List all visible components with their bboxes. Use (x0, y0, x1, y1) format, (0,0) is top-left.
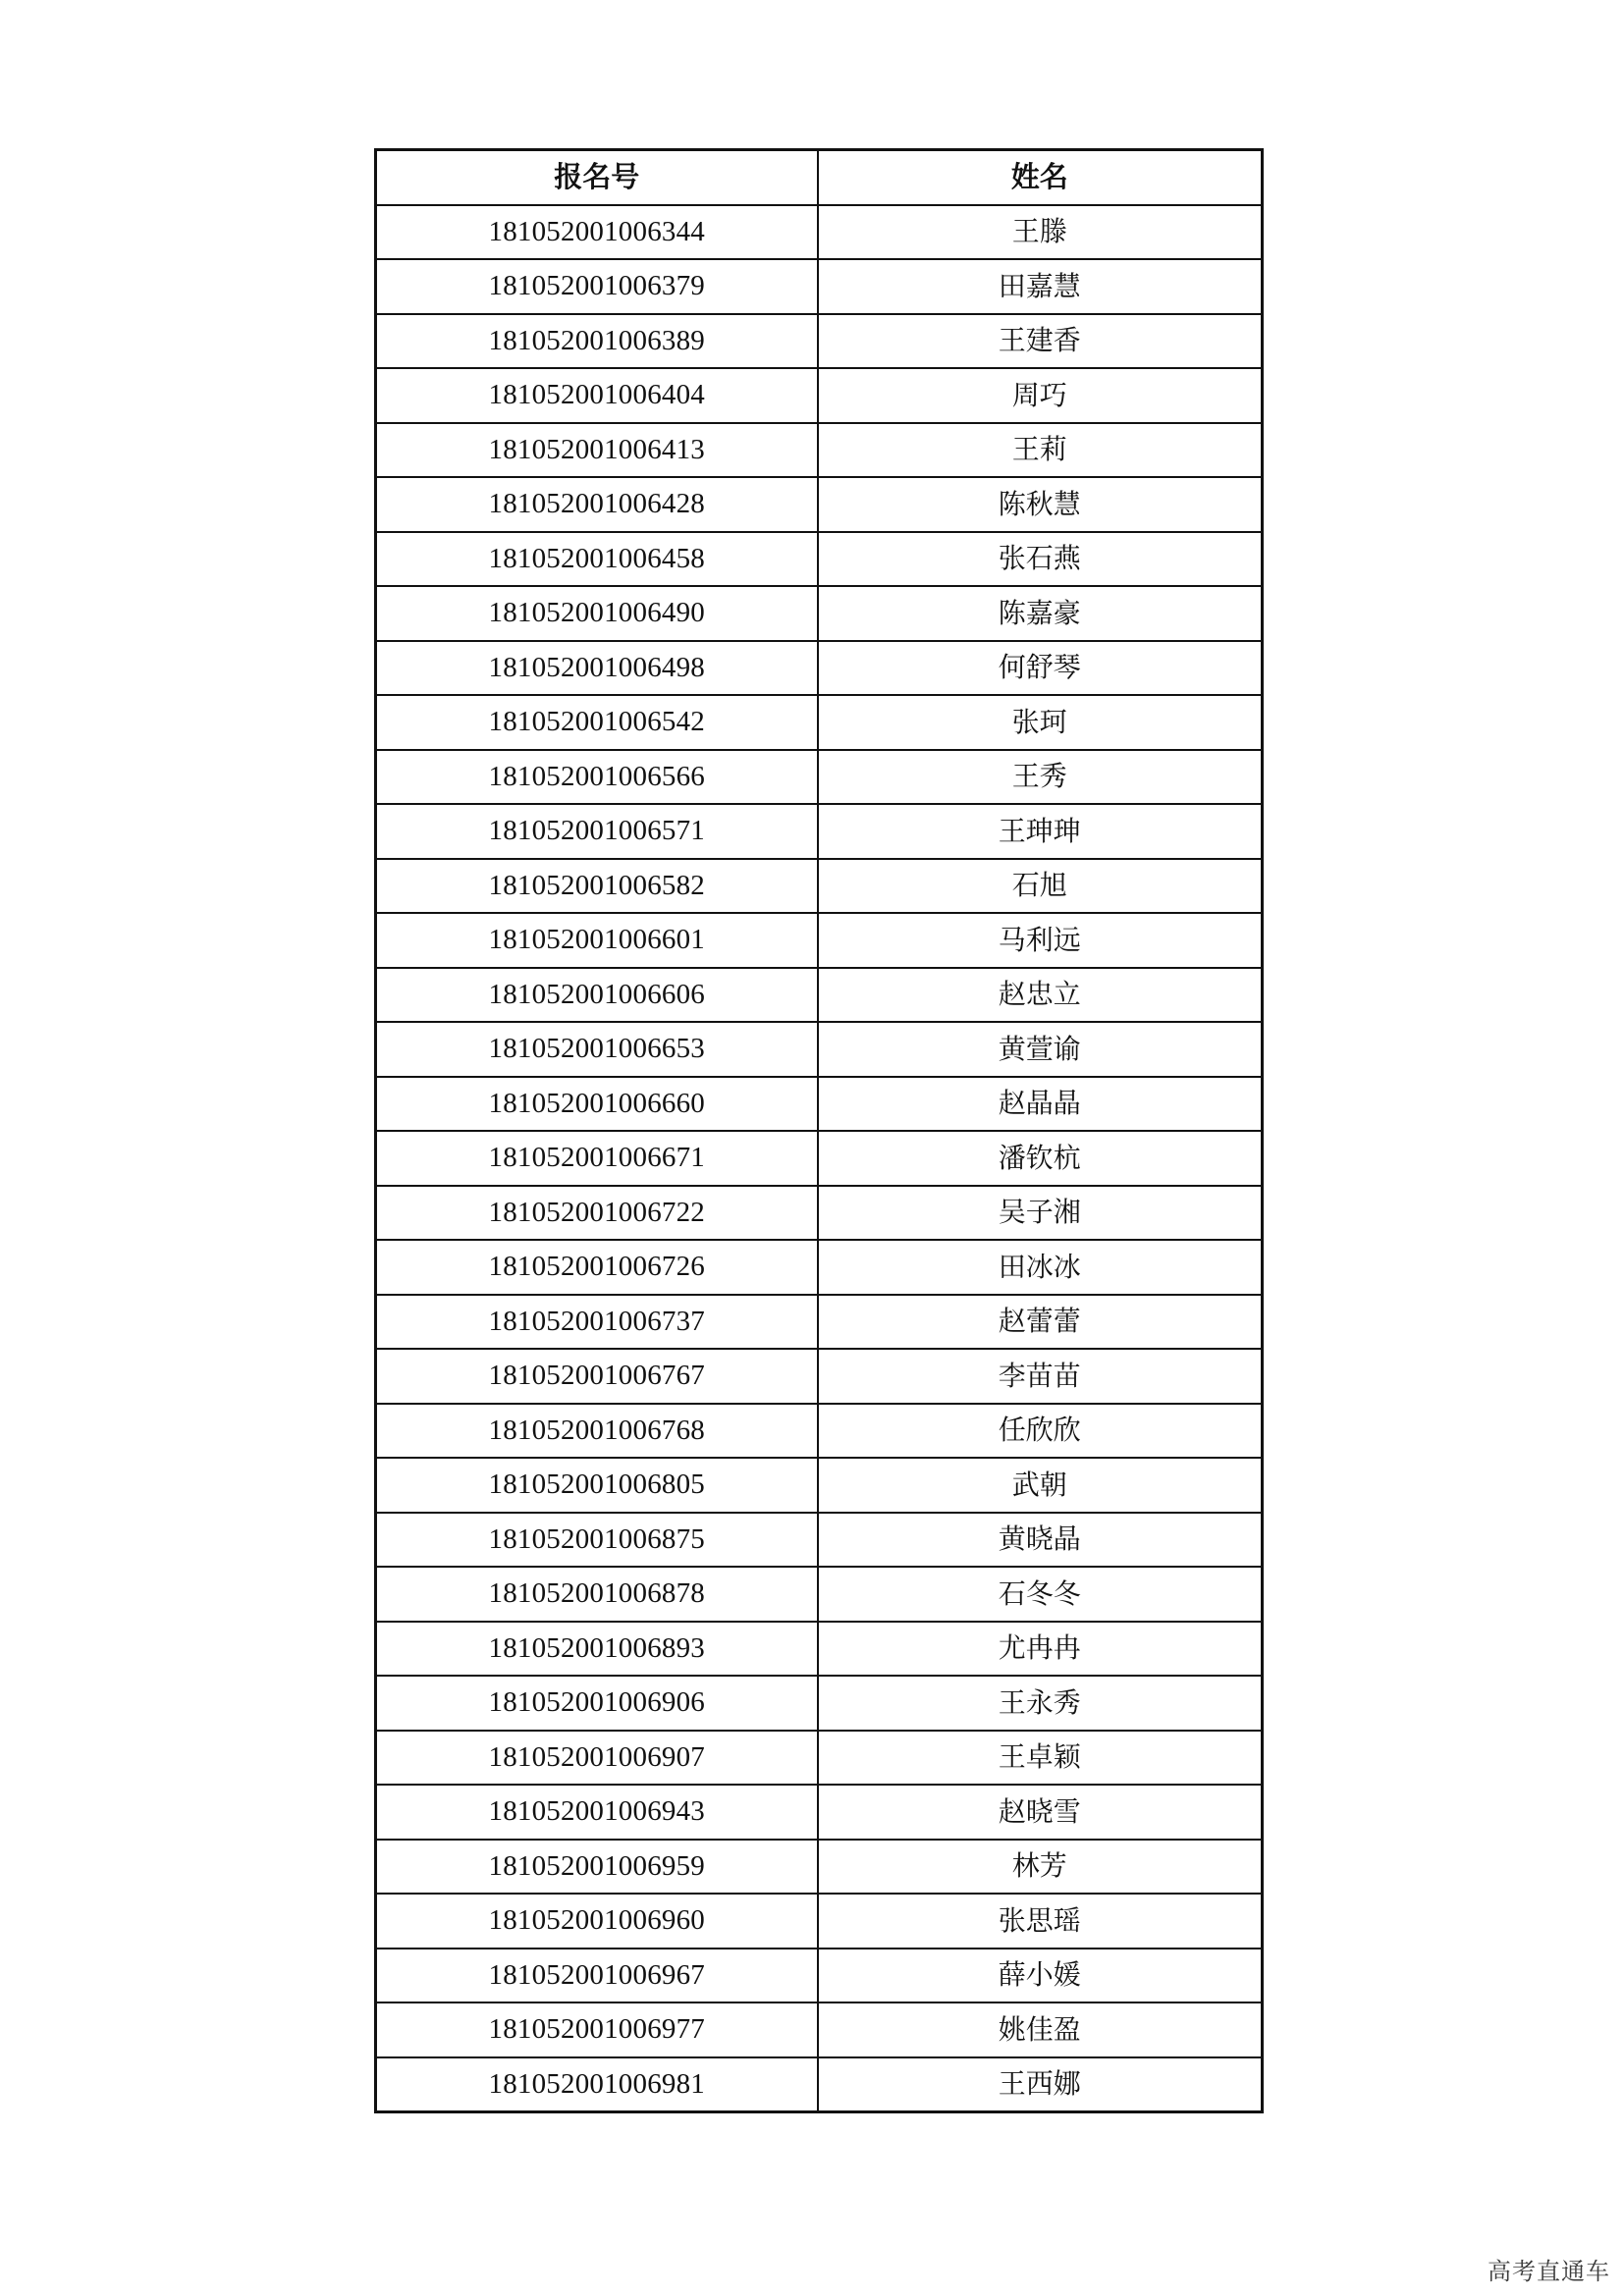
registration-number-cell: 181052001006906 (376, 1676, 818, 1731)
registration-number-cell: 181052001006722 (376, 1186, 818, 1241)
table-row (376, 1731, 1263, 1786)
name-cell: 林芳 (818, 1840, 1263, 1895)
table-row (376, 859, 1263, 914)
table-row (376, 1567, 1263, 1622)
name-cell: 吴子湘 (818, 1186, 1263, 1241)
table-row (376, 1240, 1263, 1295)
table-row (376, 1513, 1263, 1568)
table-row (376, 1022, 1263, 1077)
registration-number-cell: 181052001006907 (376, 1731, 818, 1786)
name-cell: 周巧 (818, 368, 1263, 423)
table-row (376, 259, 1263, 314)
name-cell: 赵晓雪 (818, 1785, 1263, 1840)
table-row (376, 1785, 1263, 1840)
registration-number-cell: 181052001006458 (376, 532, 818, 587)
name-cell: 任欣欣 (818, 1404, 1263, 1459)
name-cell: 王莉 (818, 423, 1263, 478)
name-cell: 尤冉冉 (818, 1622, 1263, 1677)
table-row (376, 804, 1263, 859)
registration-number-cell: 181052001006943 (376, 1785, 818, 1840)
name-cell: 张珂 (818, 695, 1263, 750)
table-row (376, 1894, 1263, 1949)
name-cell: 薛小媛 (818, 1949, 1263, 2003)
table-row (376, 423, 1263, 478)
table-row (376, 1349, 1263, 1404)
registration-number-cell: 181052001006768 (376, 1404, 818, 1459)
name-cell: 黄晓晶 (818, 1513, 1263, 1568)
registration-number-cell: 181052001006893 (376, 1622, 818, 1677)
name-cell: 李苗苗 (818, 1349, 1263, 1404)
registration-number-cell: 181052001006959 (376, 1840, 818, 1895)
registration-number-cell: 181052001006805 (376, 1458, 818, 1513)
name-cell: 赵忠立 (818, 968, 1263, 1023)
name-cell: 王建香 (818, 314, 1263, 369)
table-row (376, 1676, 1263, 1731)
table-row (376, 750, 1263, 805)
name-cell: 王珅珅 (818, 804, 1263, 859)
registration-number-cell: 181052001006566 (376, 750, 818, 805)
name-cell: 马利远 (818, 913, 1263, 968)
roster-table (374, 148, 1264, 2113)
table-row (376, 2002, 1263, 2057)
header-registration-number: 报名号 (376, 150, 818, 205)
registration-number-cell: 181052001006967 (376, 1949, 818, 2003)
registration-number-cell: 181052001006428 (376, 477, 818, 532)
registration-number-cell: 181052001006606 (376, 968, 818, 1023)
name-cell: 赵晶晶 (818, 1077, 1263, 1132)
name-cell: 王滕 (818, 205, 1263, 260)
name-cell: 王永秀 (818, 1676, 1263, 1731)
registration-number-cell: 181052001006960 (376, 1894, 818, 1949)
table-row (376, 1295, 1263, 1350)
table-row (376, 695, 1263, 750)
name-cell: 张石燕 (818, 532, 1263, 587)
registration-number-cell: 181052001006498 (376, 641, 818, 696)
name-cell: 赵蕾蕾 (818, 1295, 1263, 1350)
header-name: 姓名 (818, 150, 1263, 205)
name-cell: 田嘉慧 (818, 259, 1263, 314)
table-row (376, 1622, 1263, 1677)
registration-number-cell: 181052001006404 (376, 368, 818, 423)
table-row (376, 1949, 1263, 2003)
table-row (376, 1404, 1263, 1459)
registration-number-cell: 181052001006660 (376, 1077, 818, 1132)
registration-number-cell: 181052001006875 (376, 1513, 818, 1568)
registration-number-cell: 181052001006726 (376, 1240, 818, 1295)
table-row (376, 1131, 1263, 1186)
registration-number-cell: 181052001006571 (376, 804, 818, 859)
registration-number-cell: 181052001006737 (376, 1295, 818, 1350)
registration-number-cell: 181052001006767 (376, 1349, 818, 1404)
name-cell: 何舒琴 (818, 641, 1263, 696)
roster-table-header (376, 150, 1263, 205)
registration-number-cell: 181052001006379 (376, 259, 818, 314)
name-cell: 石冬冬 (818, 1567, 1263, 1622)
registration-number-cell: 181052001006601 (376, 913, 818, 968)
name-cell: 张思瑶 (818, 1894, 1263, 1949)
registration-number-cell: 181052001006653 (376, 1022, 818, 1077)
roster-table-container (374, 148, 1261, 2113)
table-row (376, 205, 1263, 260)
registration-number-cell: 181052001006977 (376, 2002, 818, 2057)
name-cell: 黄萱谕 (818, 1022, 1263, 1077)
roster-table-body (376, 205, 1263, 2112)
name-cell: 姚佳盈 (818, 2002, 1263, 2057)
name-cell: 陈嘉豪 (818, 586, 1263, 641)
table-row (376, 913, 1263, 968)
table-row (376, 1077, 1263, 1132)
name-cell: 潘钦杭 (818, 1131, 1263, 1186)
registration-number-cell: 181052001006389 (376, 314, 818, 369)
table-row (376, 314, 1263, 369)
table-row (376, 532, 1263, 587)
registration-number-cell: 181052001006344 (376, 205, 818, 260)
table-row (376, 1186, 1263, 1241)
name-cell: 王卓颖 (818, 1731, 1263, 1786)
name-cell: 石旭 (818, 859, 1263, 914)
name-cell: 田冰冰 (818, 1240, 1263, 1295)
table-row (376, 2057, 1263, 2112)
header-row (376, 150, 1263, 205)
name-cell: 武朝 (818, 1458, 1263, 1513)
registration-number-cell: 181052001006878 (376, 1567, 818, 1622)
registration-number-cell: 181052001006413 (376, 423, 818, 478)
table-row (376, 968, 1263, 1023)
registration-number-cell: 181052001006981 (376, 2057, 818, 2112)
table-row (376, 1458, 1263, 1513)
registration-number-cell: 181052001006582 (376, 859, 818, 914)
table-row (376, 1840, 1263, 1895)
table-row (376, 586, 1263, 641)
registration-number-cell: 181052001006671 (376, 1131, 818, 1186)
name-cell: 王西娜 (818, 2057, 1263, 2112)
watermark-text: 高考直通车 (1488, 2258, 1610, 2285)
name-cell: 陈秋慧 (818, 477, 1263, 532)
registration-number-cell: 181052001006542 (376, 695, 818, 750)
table-row (376, 368, 1263, 423)
table-row (376, 641, 1263, 696)
table-row (376, 477, 1263, 532)
registration-number-cell: 181052001006490 (376, 586, 818, 641)
name-cell: 王秀 (818, 750, 1263, 805)
